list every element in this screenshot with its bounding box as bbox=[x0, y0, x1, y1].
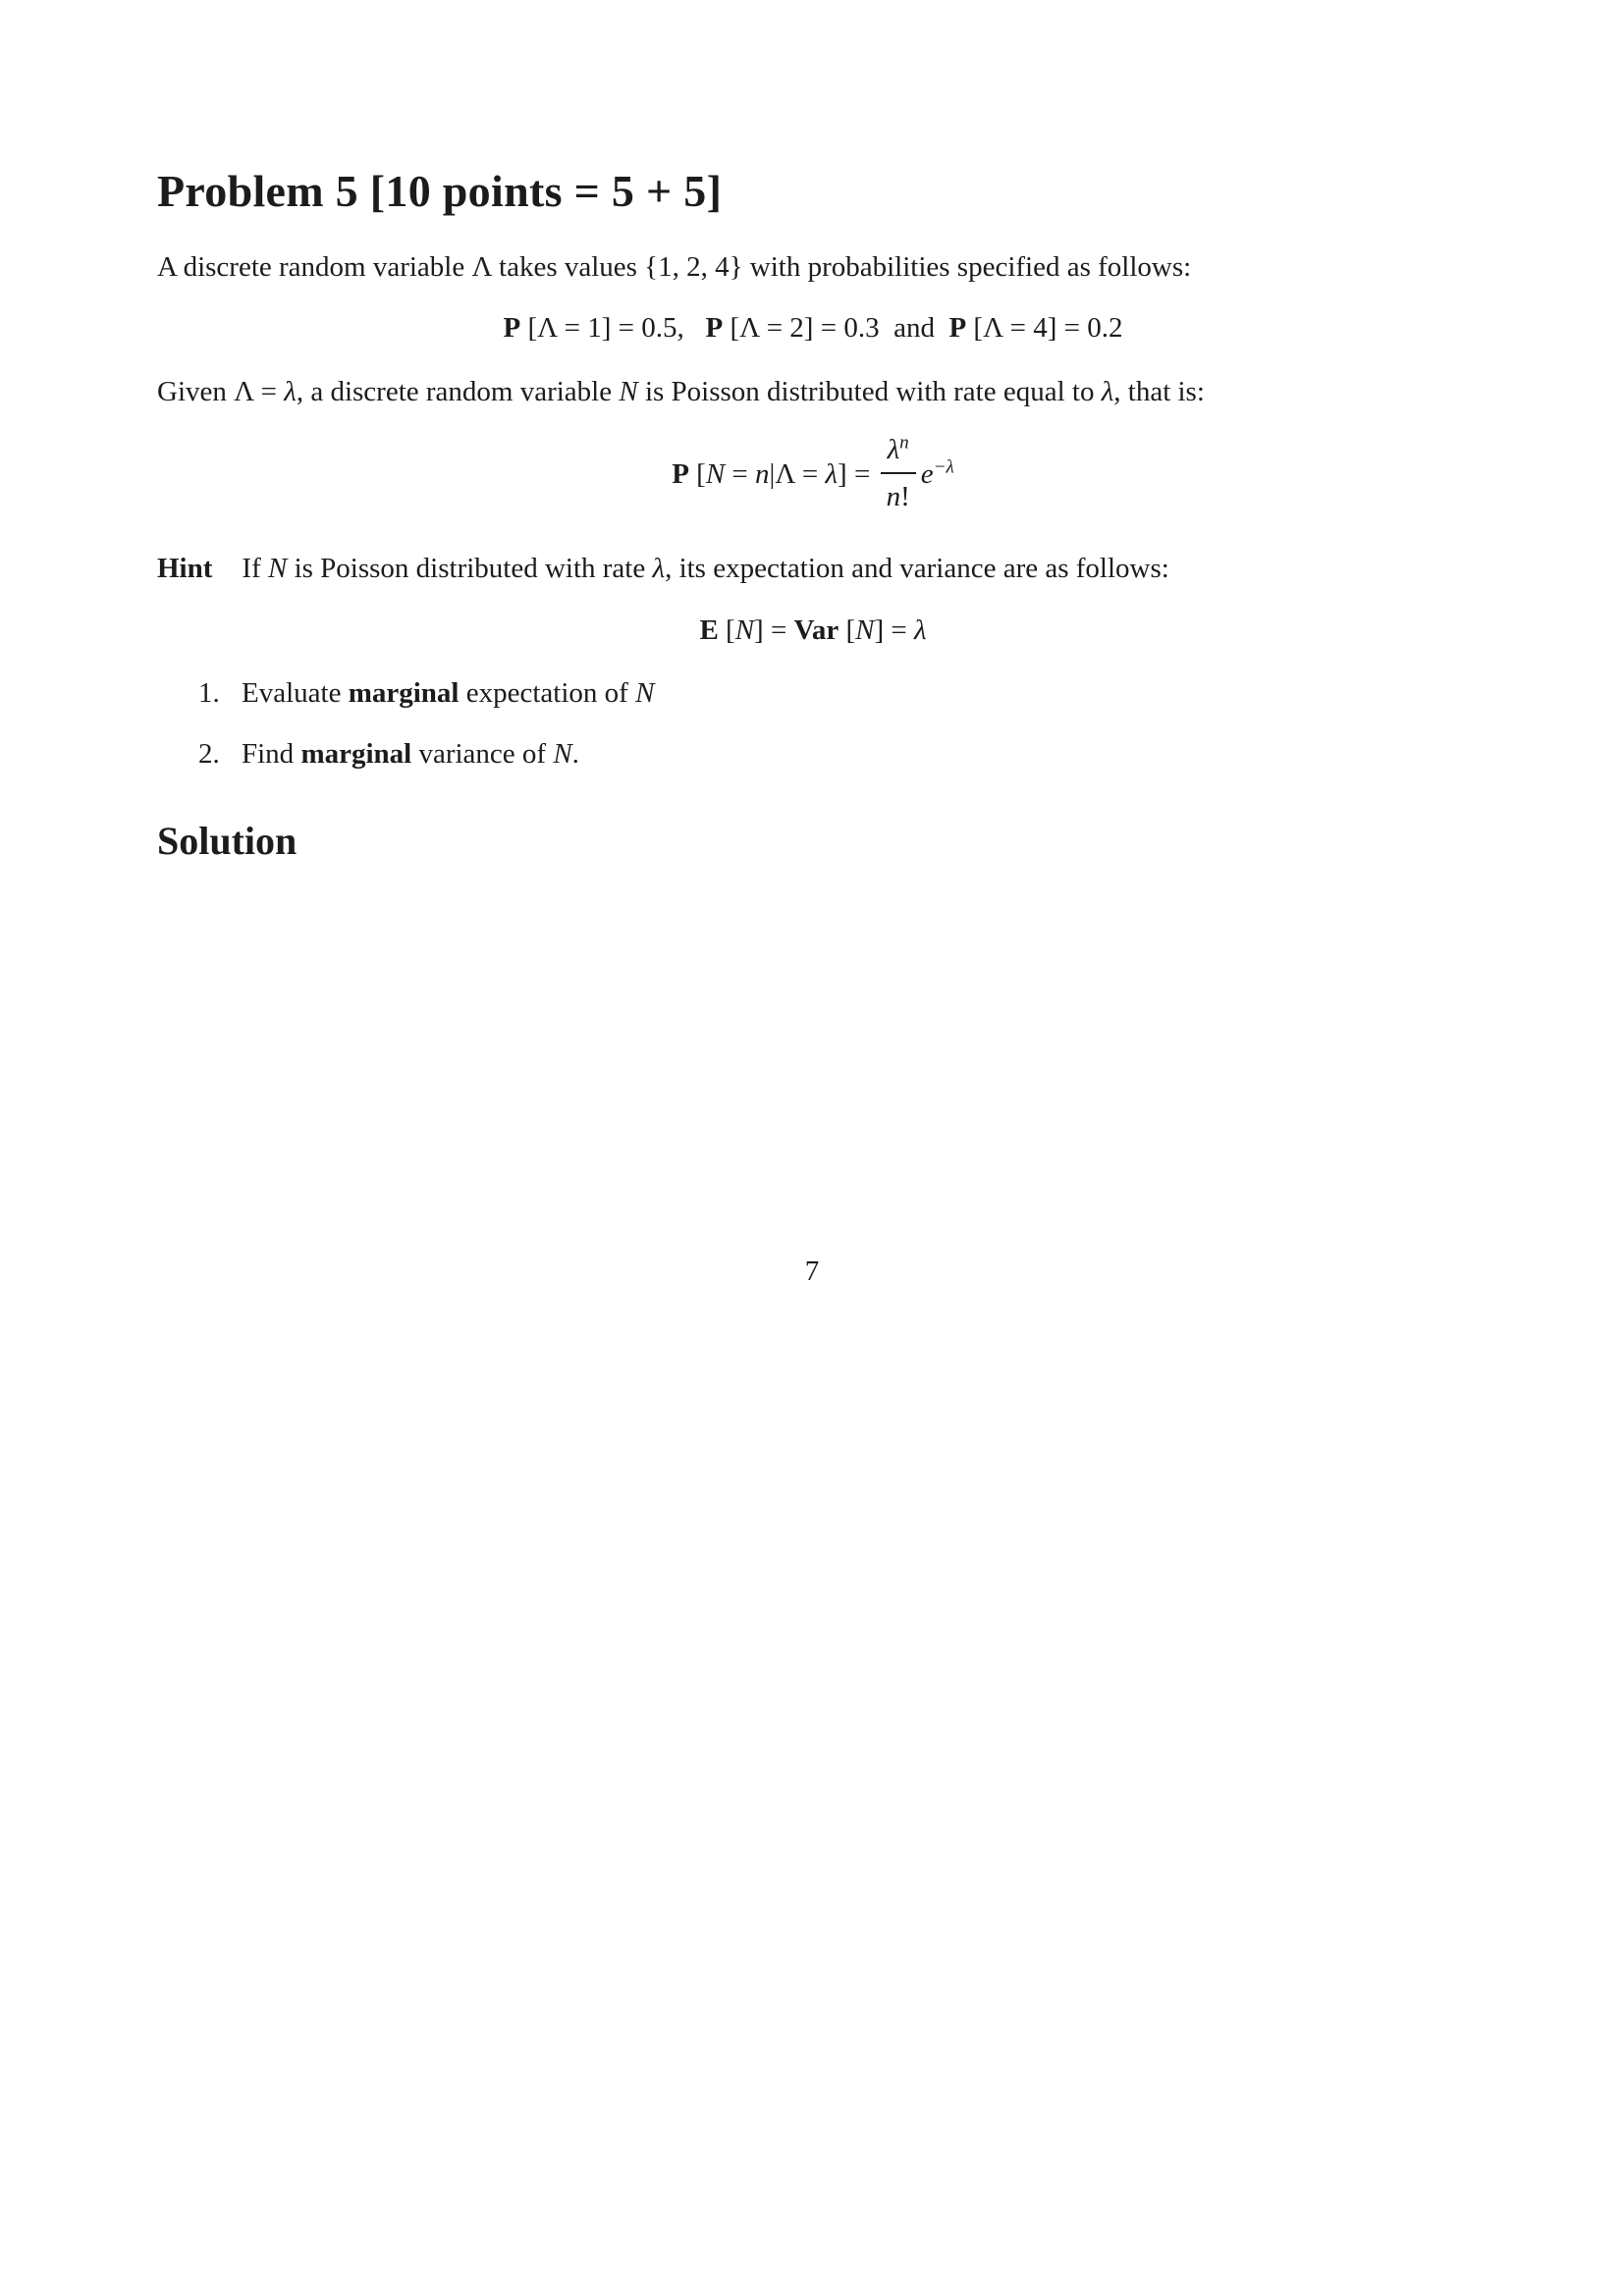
item1-text-b: expectation of bbox=[459, 676, 636, 709]
prob-operator-3: P bbox=[948, 312, 967, 345]
fraction-denominator bbox=[881, 472, 916, 515]
given-text-3: is Poisson distributed with rate equal to bbox=[637, 375, 1102, 407]
N-symbol: N bbox=[267, 553, 288, 585]
expectation-operator: E bbox=[699, 614, 719, 646]
eq2-bracket-close: ] = bbox=[838, 457, 878, 490]
eq3-bracket-1: [ bbox=[718, 614, 735, 646]
hint-paragraph bbox=[157, 550, 1469, 587]
item1-text-a: Evaluate bbox=[242, 676, 349, 709]
eq1-separator bbox=[684, 312, 706, 344]
item-number-1: 1. bbox=[198, 676, 220, 709]
eq1-and: and bbox=[879, 312, 949, 345]
item2-period: . bbox=[571, 738, 579, 771]
e-symbol: e bbox=[920, 457, 934, 490]
n-symbol: n bbox=[755, 457, 770, 490]
item2-text-a: Find bbox=[242, 738, 301, 771]
item2-text-b: variance of bbox=[411, 738, 554, 771]
factorial-mark: ! bbox=[900, 481, 910, 513]
eq2-bracket-open: [ bbox=[688, 457, 706, 490]
lambda-symbol: λ bbox=[914, 614, 927, 646]
hint-text-2: is Poisson distributed with rate bbox=[287, 553, 653, 585]
task-list bbox=[198, 674, 1469, 774]
eq1-part-1: [Λ = 1] = 0.5, bbox=[520, 312, 684, 345]
variance-operator: Var bbox=[793, 614, 839, 646]
prob-operator-1: P bbox=[503, 312, 521, 345]
given-text-1: Given Λ = bbox=[157, 375, 285, 407]
given-text-4: , that is: bbox=[1113, 375, 1205, 407]
hint-text-3: , its expectation and variance are as follows: bbox=[665, 553, 1169, 585]
hint-label: Hint bbox=[157, 553, 213, 585]
problem-title: Problem 5 [10 points = 5 + 5] bbox=[157, 166, 723, 216]
page-content bbox=[0, 0, 1624, 864]
item1-marginal-bold: marginal bbox=[348, 676, 460, 709]
given-paragraph bbox=[157, 373, 1469, 410]
prob-operator: P bbox=[672, 457, 689, 490]
list-item-1 bbox=[198, 674, 1469, 712]
eq3-bracket-2: [ bbox=[839, 614, 856, 646]
item-text-2 bbox=[242, 735, 579, 773]
item-text-1 bbox=[242, 674, 654, 712]
N-symbol: N bbox=[553, 738, 572, 771]
poisson-equation bbox=[157, 434, 1469, 519]
eq3-equals-2: ] = bbox=[874, 614, 914, 646]
item2-marginal-bold: marginal bbox=[300, 738, 412, 771]
eq1-part-2: [Λ = 2] = 0.3 bbox=[723, 312, 880, 345]
eq2-conditional-bar: |Λ = bbox=[769, 457, 826, 490]
minus-lambda-superscript: −λ bbox=[933, 456, 954, 478]
hint-text-1: If bbox=[242, 553, 268, 585]
page-number: 7 bbox=[804, 1255, 820, 1287]
eq2-equals-1: = bbox=[725, 457, 756, 490]
lambda-symbol: λ bbox=[284, 375, 297, 407]
list-item-2 bbox=[198, 735, 1469, 773]
given-text-2: , a discrete random variable bbox=[296, 375, 620, 407]
eq1-part-3: [Λ = 4] = 0.2 bbox=[966, 312, 1123, 345]
lambda-symbol: λ bbox=[652, 553, 666, 585]
n-symbol: n bbox=[886, 481, 901, 513]
N-symbol: N bbox=[855, 614, 875, 646]
probabilities-equation bbox=[157, 309, 1469, 347]
N-symbol: N bbox=[734, 614, 755, 646]
n-superscript: n bbox=[899, 432, 909, 454]
prob-operator-2: P bbox=[705, 312, 724, 345]
N-symbol: N bbox=[619, 375, 638, 407]
lambda-symbol: λ bbox=[1101, 375, 1114, 407]
item-number-2: 2. bbox=[198, 738, 220, 771]
fraction bbox=[881, 431, 916, 516]
N-symbol: N bbox=[705, 457, 726, 490]
lambda-symbol: λ bbox=[887, 433, 900, 465]
N-symbol: N bbox=[635, 676, 655, 709]
lambda-symbol: λ bbox=[825, 457, 839, 490]
solution-heading: Solution bbox=[157, 819, 298, 864]
eq3-equals-1: ] = bbox=[754, 614, 794, 646]
expectation-variance-equation bbox=[157, 612, 1469, 649]
intro-paragraph: A discrete random variable Λ takes values {1, 2, 4} with probabilities specified as follows: bbox=[157, 251, 1192, 283]
fraction-numerator bbox=[881, 431, 916, 472]
